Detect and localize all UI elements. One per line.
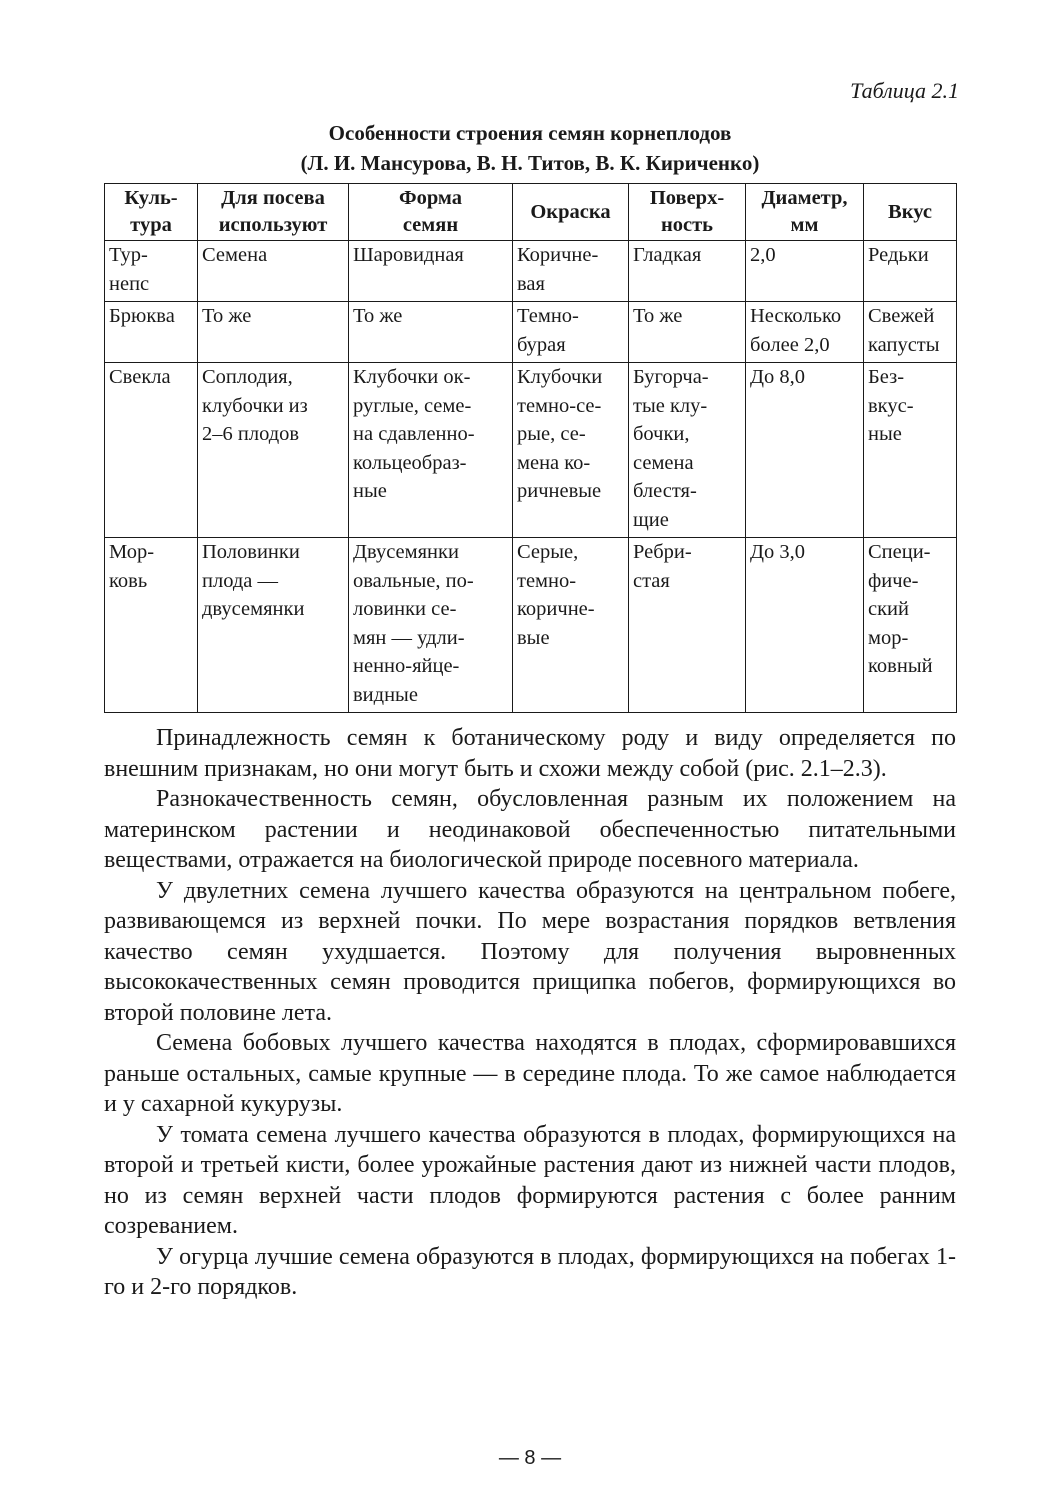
table-cell: Редьки [864, 241, 957, 302]
paragraph: У огурца лучшие семена образуются в плодах, формирующихся на побегах 1-го и 2-го порядков. [104, 1243, 956, 1300]
table-row [105, 538, 957, 713]
table-cell: Коричне- вая [513, 241, 629, 302]
table-cell: Семена [198, 241, 349, 302]
table-cell: Двусемянки овальные, по- ловинки се- мян — удли- ненно-яйце- видные [349, 538, 513, 713]
table-title-line-2: (Л. И. Мансурова, В. Н. Титов, В. К. Кириченко) [300, 151, 760, 175]
table-cell: Тур- непс [105, 241, 198, 302]
table-cell: Бугорча- тые клу- бочки, семена блестя- щие [629, 363, 746, 538]
table-cell: То же [349, 302, 513, 363]
table-number: Таблица 2.1 [850, 78, 959, 103]
column-header: Вкус [864, 184, 957, 241]
table-cell: Клубочки темно-се- рые, се- мена ко- ричневые [513, 363, 629, 538]
table-cell: Гладкая [629, 241, 746, 302]
table-cell: Половинки плода — двусемянки [198, 538, 349, 713]
table-cell: То же [629, 302, 746, 363]
table-row [105, 363, 957, 538]
table-cell: Темно- бурая [513, 302, 629, 363]
table-cell: Свекла [105, 363, 198, 538]
table-cell: Шаровидная [349, 241, 513, 302]
table-cell: То же [198, 302, 349, 363]
column-header: Поверх- ность [629, 184, 746, 241]
table-title-line-1: Особенности строения семян корнеплодов [328, 121, 732, 145]
table-cell: Серые, темно- коричне- вые [513, 538, 629, 713]
table-cell: Несколько более 2,0 [746, 302, 864, 363]
paragraph: Разнокачественность семян, обусловленная разным их положением на материнском растении и неодинаковой обеспеченностью питательными веществами, отражается на биологической природе посевного материала. [104, 786, 956, 873]
column-header: Окраска [513, 184, 629, 241]
paragraph: Семена бобовых лучшего качества находятся в плодах, сформировавшихся раньше остальных, самые крупные — в середине плода. То же самое наблюдается и у сахарной кукурузы. [104, 1030, 956, 1117]
body-text [104, 723, 956, 1303]
column-header: Форма семян [349, 184, 513, 241]
table-cell: Без- вкус- ные [864, 363, 957, 538]
table-cell: Ребри- стая [629, 538, 746, 713]
table-cell: Клубочки ок- руглые, семе- на сдавленно- кольцеобраз- ные [349, 363, 513, 538]
table-row [105, 302, 957, 363]
column-header: Куль- тура [105, 184, 198, 241]
page-number: — 8 — [498, 1447, 562, 1469]
paragraph: Принадлежность семян к ботаническому роду и виду определяется по внешним признакам, но они могут быть и схожи между собой (рис. 2.1–2.3). [104, 725, 956, 782]
table-cell: До 3,0 [746, 538, 864, 713]
seed-structure-table [104, 183, 957, 713]
table-header-row [105, 184, 957, 241]
table-cell: Свежей капусты [864, 302, 957, 363]
table-title [0, 118, 1060, 178]
table-cell: Специ- фиче- ский мор- ковный [864, 538, 957, 713]
column-header: Для посева используют [198, 184, 349, 241]
table-cell: Брюква [105, 302, 198, 363]
table-row [105, 241, 957, 302]
table-cell: 2,0 [746, 241, 864, 302]
paragraph: У томата семена лучшего качества образуются в плодах, формирующихся на второй и третьей кисти, более урожайные растения дают из нижней части плодов, но из семян верхней части плодов формируются растения с более ранним созреванием. [104, 1121, 956, 1239]
table-cell: Соплодия, клубочки из 2–6 плодов [198, 363, 349, 538]
column-header: Диаметр, мм [746, 184, 864, 241]
table-cell: Мор- ковь [105, 538, 198, 713]
table-cell: До 8,0 [746, 363, 864, 538]
paragraph: У двулетних семена лучшего качества образуются на центральном побеге, развивающемся из верхней почки. По мере возрастания порядков ветвления качество семян ухудшается. Поэтому для получения выровненных высококачественных семян проводится прищипка побегов, формирующихся во второй половине лета. [104, 877, 956, 1026]
